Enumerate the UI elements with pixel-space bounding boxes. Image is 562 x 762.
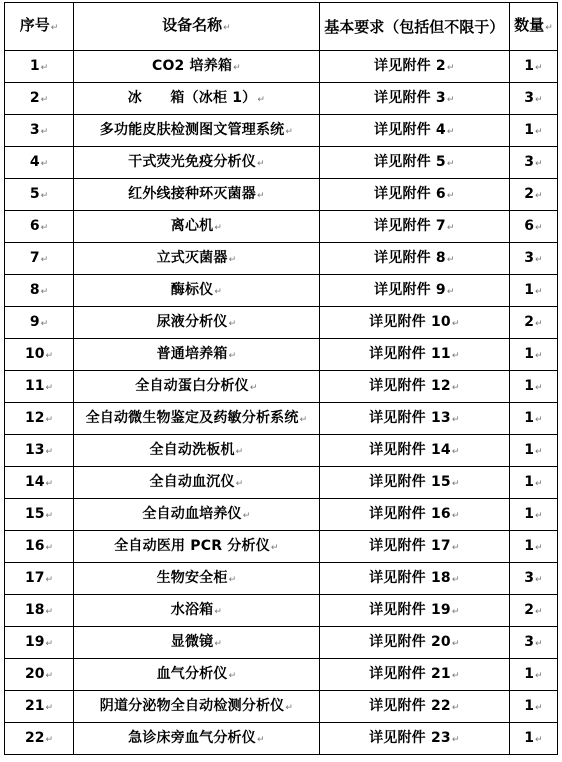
paragraph-mark-icon: ↵: [535, 62, 543, 73]
cell-name: 全自动血培养仪↵: [74, 499, 319, 531]
paragraph-mark-icon: ↵: [299, 414, 308, 425]
paragraph-mark-icon: ↵: [228, 350, 237, 361]
paragraph-mark-icon: ↵: [242, 510, 251, 521]
paragraph-mark-icon: ↵: [228, 254, 237, 265]
paragraph-mark-icon: ↵: [535, 670, 543, 681]
table-row: [5, 307, 558, 339]
paragraph-mark-icon: ↵: [45, 510, 54, 521]
paragraph-mark-icon: ↵: [228, 670, 237, 681]
table-body: [5, 51, 558, 755]
paragraph-mark-icon: ↵: [214, 222, 222, 233]
paragraph-mark-icon: ↵: [257, 94, 265, 105]
cell-quantity: 3↵: [509, 243, 557, 275]
paragraph-mark-icon: ↵: [256, 158, 265, 169]
table-row: [5, 627, 558, 659]
cell-requirements: 详见附件 12↵: [319, 371, 509, 403]
cell-quantity: 1↵: [509, 115, 557, 147]
paragraph-mark-icon: ↵: [535, 414, 543, 425]
cell-no: 22↵: [5, 723, 74, 755]
paragraph-mark-icon: ↵: [535, 94, 543, 105]
cell-name: 显微镜↵: [74, 627, 319, 659]
table-row: [5, 339, 558, 371]
cell-quantity: 1↵: [509, 499, 557, 531]
cell-requirements: 详见附件 20↵: [319, 627, 509, 659]
cell-requirements: 详见附件 18↵: [319, 563, 509, 595]
cell-requirements: 详见附件 4↵: [319, 115, 509, 147]
table-row: [5, 691, 558, 723]
cell-requirements: 详见附件 14↵: [319, 435, 509, 467]
paragraph-mark-icon: ↵: [50, 23, 59, 33]
table-row: [5, 83, 558, 115]
cell-quantity: 1↵: [509, 275, 557, 307]
paragraph-mark-icon: ↵: [214, 286, 222, 297]
cell-name: 阴道分泌物全自动检测分析仪↵: [74, 691, 319, 723]
cell-requirements: 详见附件 13↵: [319, 403, 509, 435]
paragraph-mark-icon: ↵: [535, 446, 543, 457]
table-row: [5, 467, 558, 499]
paragraph-mark-icon: ↵: [535, 734, 543, 745]
table-row: [5, 659, 558, 691]
paragraph-mark-icon: ↵: [45, 478, 54, 489]
paragraph-mark-icon: ↵: [451, 446, 460, 457]
cell-requirements: 详见附件 22↵: [319, 691, 509, 723]
table-row: [5, 371, 558, 403]
paragraph-mark-icon: ↵: [535, 510, 543, 521]
paragraph-mark-icon: ↵: [535, 158, 543, 169]
cell-requirements: 详见附件 7↵: [319, 211, 509, 243]
paragraph-mark-icon: ↵: [451, 318, 460, 329]
paragraph-mark-icon: ↵: [45, 670, 54, 681]
cell-requirements: 详见附件 10↵: [319, 307, 509, 339]
paragraph-mark-icon: ↵: [535, 638, 543, 649]
cell-name: 全自动血沉仪↵: [74, 467, 319, 499]
cell-name: 普通培养箱↵: [74, 339, 319, 371]
cell-quantity: 1↵: [509, 435, 557, 467]
header-no: 序号↵: [5, 3, 74, 51]
cell-quantity: 3↵: [509, 83, 557, 115]
paragraph-mark-icon: ↵: [45, 446, 54, 457]
cell-no: 21↵: [5, 691, 74, 723]
paragraph-mark-icon: ↵: [535, 478, 543, 489]
paragraph-mark-icon: ↵: [545, 23, 553, 33]
table-row: [5, 563, 558, 595]
paragraph-mark-icon: ↵: [535, 606, 543, 617]
paragraph-mark-icon: ↵: [40, 158, 49, 169]
cell-quantity: 1↵: [509, 531, 557, 563]
paragraph-mark-icon: ↵: [249, 382, 258, 393]
cell-name: 水浴箱↵: [74, 595, 319, 627]
cell-no: 12↵: [5, 403, 74, 435]
cell-quantity: 3↵: [509, 627, 557, 659]
cell-name: 离心机↵: [74, 211, 319, 243]
table-row: [5, 275, 558, 307]
paragraph-mark-icon: ↵: [235, 446, 244, 457]
paragraph-mark-icon: ↵: [45, 574, 54, 585]
cell-no: 1↵: [5, 51, 74, 83]
cell-no: 20↵: [5, 659, 74, 691]
paragraph-mark-icon: ↵: [40, 286, 49, 297]
table-row: [5, 243, 558, 275]
cell-no: 19↵: [5, 627, 74, 659]
equipment-table: [4, 2, 558, 755]
paragraph-mark-icon: ↵: [535, 222, 543, 233]
paragraph-mark-icon: ↵: [228, 574, 237, 585]
header-row: [5, 3, 558, 51]
paragraph-mark-icon: ↵: [256, 734, 265, 745]
paragraph-mark-icon: ↵: [451, 670, 460, 681]
cell-requirements: 详见附件 15↵: [319, 467, 509, 499]
paragraph-mark-icon: ↵: [40, 94, 49, 105]
paragraph-mark-icon: ↵: [446, 222, 455, 233]
paragraph-mark-icon: ↵: [535, 190, 543, 201]
cell-name: 全自动医用 PCR 分析仪↵: [74, 531, 319, 563]
paragraph-mark-icon: ↵: [285, 126, 293, 137]
paragraph-mark-icon: ↵: [535, 382, 543, 393]
cell-name: 全自动蛋白分析仪↵: [74, 371, 319, 403]
paragraph-mark-icon: ↵: [45, 350, 54, 361]
cell-requirements: 详见附件 9↵: [319, 275, 509, 307]
paragraph-mark-icon: ↵: [446, 158, 455, 169]
paragraph-mark-icon: ↵: [451, 382, 460, 393]
cell-quantity: 1↵: [509, 371, 557, 403]
table-row: [5, 499, 558, 531]
cell-quantity: 1↵: [509, 339, 557, 371]
cell-requirements: 详见附件 2↵: [319, 51, 509, 83]
cell-requirements: 详见附件 16↵: [319, 499, 509, 531]
cell-requirements: 详见附件 17↵: [319, 531, 509, 563]
paragraph-mark-icon: ↵: [451, 478, 460, 489]
cell-no: 15↵: [5, 499, 74, 531]
cell-requirements: 详见附件 23↵: [319, 723, 509, 755]
paragraph-mark-icon: ↵: [233, 62, 241, 73]
cell-requirements: 详见附件 21↵: [319, 659, 509, 691]
cell-no: 8↵: [5, 275, 74, 307]
paragraph-mark-icon: ↵: [535, 542, 543, 553]
cell-quantity: 1↵: [509, 723, 557, 755]
paragraph-mark-icon: ↵: [451, 702, 460, 713]
cell-quantity: 2↵: [509, 179, 557, 211]
cell-no: 3↵: [5, 115, 74, 147]
paragraph-mark-icon: ↵: [40, 190, 49, 201]
cell-name: 全自动微生物鉴定及药敏分析系统↵: [74, 403, 319, 435]
paragraph-mark-icon: ↵: [451, 542, 460, 553]
header-quantity: 数量↵: [509, 3, 557, 51]
cell-no: 6↵: [5, 211, 74, 243]
paragraph-mark-icon: ↵: [446, 286, 455, 297]
paragraph-mark-icon: ↵: [228, 318, 237, 329]
cell-no: 16↵: [5, 531, 74, 563]
paragraph-mark-icon: ↵: [535, 254, 543, 265]
paragraph-mark-icon: ↵: [451, 734, 460, 745]
cell-quantity: 3↵: [509, 147, 557, 179]
table-row: [5, 211, 558, 243]
table-row: [5, 531, 558, 563]
cell-name: 全自动洗板机↵: [74, 435, 319, 467]
cell-quantity: 1↵: [509, 691, 557, 723]
cell-name: 冰 箱（冰柜 1）↵: [74, 83, 319, 115]
cell-no: 7↵: [5, 243, 74, 275]
cell-name: CO2 培养箱↵: [74, 51, 319, 83]
paragraph-mark-icon: ↵: [285, 702, 293, 713]
cell-name: 多功能皮肤检测图文管理系统↵: [74, 115, 319, 147]
paragraph-mark-icon: ↵: [535, 702, 543, 713]
cell-quantity: 1↵: [509, 51, 557, 83]
paragraph-mark-icon: ↵: [40, 254, 49, 265]
cell-requirements: 详见附件 8↵: [319, 243, 509, 275]
cell-no: 10↵: [5, 339, 74, 371]
paragraph-mark-icon: ↵: [451, 574, 460, 585]
cell-name: 酶标仪↵: [74, 275, 319, 307]
paragraph-mark-icon: ↵: [451, 414, 460, 425]
table-row: [5, 403, 558, 435]
paragraph-mark-icon: ↵: [40, 318, 49, 329]
cell-name: 红外线接种环灭菌器↵: [74, 179, 319, 211]
table-row: [5, 435, 558, 467]
paragraph-mark-icon: ↵: [535, 350, 543, 361]
cell-name: 干式荧光免疫分析仪↵: [74, 147, 319, 179]
paragraph-mark-icon: ↵: [45, 638, 54, 649]
cell-name: 血气分析仪↵: [74, 659, 319, 691]
cell-name: 立式灭菌器↵: [74, 243, 319, 275]
paragraph-mark-icon: ↵: [451, 606, 460, 617]
cell-requirements: 详见附件 5↵: [319, 147, 509, 179]
cell-no: 5↵: [5, 179, 74, 211]
paragraph-mark-icon: ↵: [446, 126, 455, 137]
cell-no: 13↵: [5, 435, 74, 467]
paragraph-mark-icon: ↵: [451, 350, 460, 361]
cell-quantity: 1↵: [509, 659, 557, 691]
header-requirements: 基本要求（包括但不限于）: [319, 3, 509, 51]
paragraph-mark-icon: ↵: [45, 734, 54, 745]
cell-quantity: 6↵: [509, 211, 557, 243]
table-row: [5, 51, 558, 83]
table-row: [5, 179, 558, 211]
table-row: [5, 147, 558, 179]
paragraph-mark-icon: ↵: [235, 478, 244, 489]
cell-no: 14↵: [5, 467, 74, 499]
header-name: 设备名称↵: [74, 3, 319, 51]
cell-no: 17↵: [5, 563, 74, 595]
table-row: [5, 595, 558, 627]
cell-quantity: 1↵: [509, 467, 557, 499]
cell-no: 9↵: [5, 307, 74, 339]
paragraph-mark-icon: ↵: [535, 286, 543, 297]
cell-no: 11↵: [5, 371, 74, 403]
table-row: [5, 723, 558, 755]
paragraph-mark-icon: ↵: [535, 126, 543, 137]
paragraph-mark-icon: ↵: [45, 606, 54, 617]
table-row: [5, 115, 558, 147]
cell-no: 18↵: [5, 595, 74, 627]
cell-name: 生物安全柜↵: [74, 563, 319, 595]
cell-quantity: 1↵: [509, 403, 557, 435]
paragraph-mark-icon: ↵: [40, 126, 49, 137]
cell-no: 2↵: [5, 83, 74, 115]
cell-name: 急诊床旁血气分析仪↵: [74, 723, 319, 755]
paragraph-mark-icon: ↵: [214, 638, 222, 649]
cell-requirements: 详见附件 3↵: [319, 83, 509, 115]
paragraph-mark-icon: ↵: [45, 382, 54, 393]
paragraph-mark-icon: ↵: [40, 62, 49, 73]
cell-no: 4↵: [5, 147, 74, 179]
paragraph-mark-icon: ↵: [256, 190, 265, 201]
cell-quantity: 2↵: [509, 307, 557, 339]
paragraph-mark-icon: ↵: [451, 510, 460, 521]
cell-quantity: 2↵: [509, 595, 557, 627]
cell-requirements: 详见附件 19↵: [319, 595, 509, 627]
paragraph-mark-icon: ↵: [535, 318, 543, 329]
paragraph-mark-icon: ↵: [40, 222, 49, 233]
paragraph-mark-icon: ↵: [446, 62, 455, 73]
paragraph-mark-icon: ↵: [451, 638, 460, 649]
paragraph-mark-icon: ↵: [446, 254, 455, 265]
paragraph-mark-icon: ↵: [446, 94, 455, 105]
paragraph-mark-icon: ↵: [446, 190, 455, 201]
paragraph-mark-icon: ↵: [223, 23, 231, 33]
paragraph-mark-icon: ↵: [45, 414, 54, 425]
paragraph-mark-icon: ↵: [45, 542, 54, 553]
paragraph-mark-icon: ↵: [45, 702, 54, 713]
cell-name: 尿液分析仪↵: [74, 307, 319, 339]
cell-requirements: 详见附件 6↵: [319, 179, 509, 211]
cell-requirements: 详见附件 11↵: [319, 339, 509, 371]
paragraph-mark-icon: ↵: [214, 606, 222, 617]
paragraph-mark-icon: ↵: [535, 574, 543, 585]
paragraph-mark-icon: ↵: [270, 542, 279, 553]
cell-quantity: 3↵: [509, 563, 557, 595]
